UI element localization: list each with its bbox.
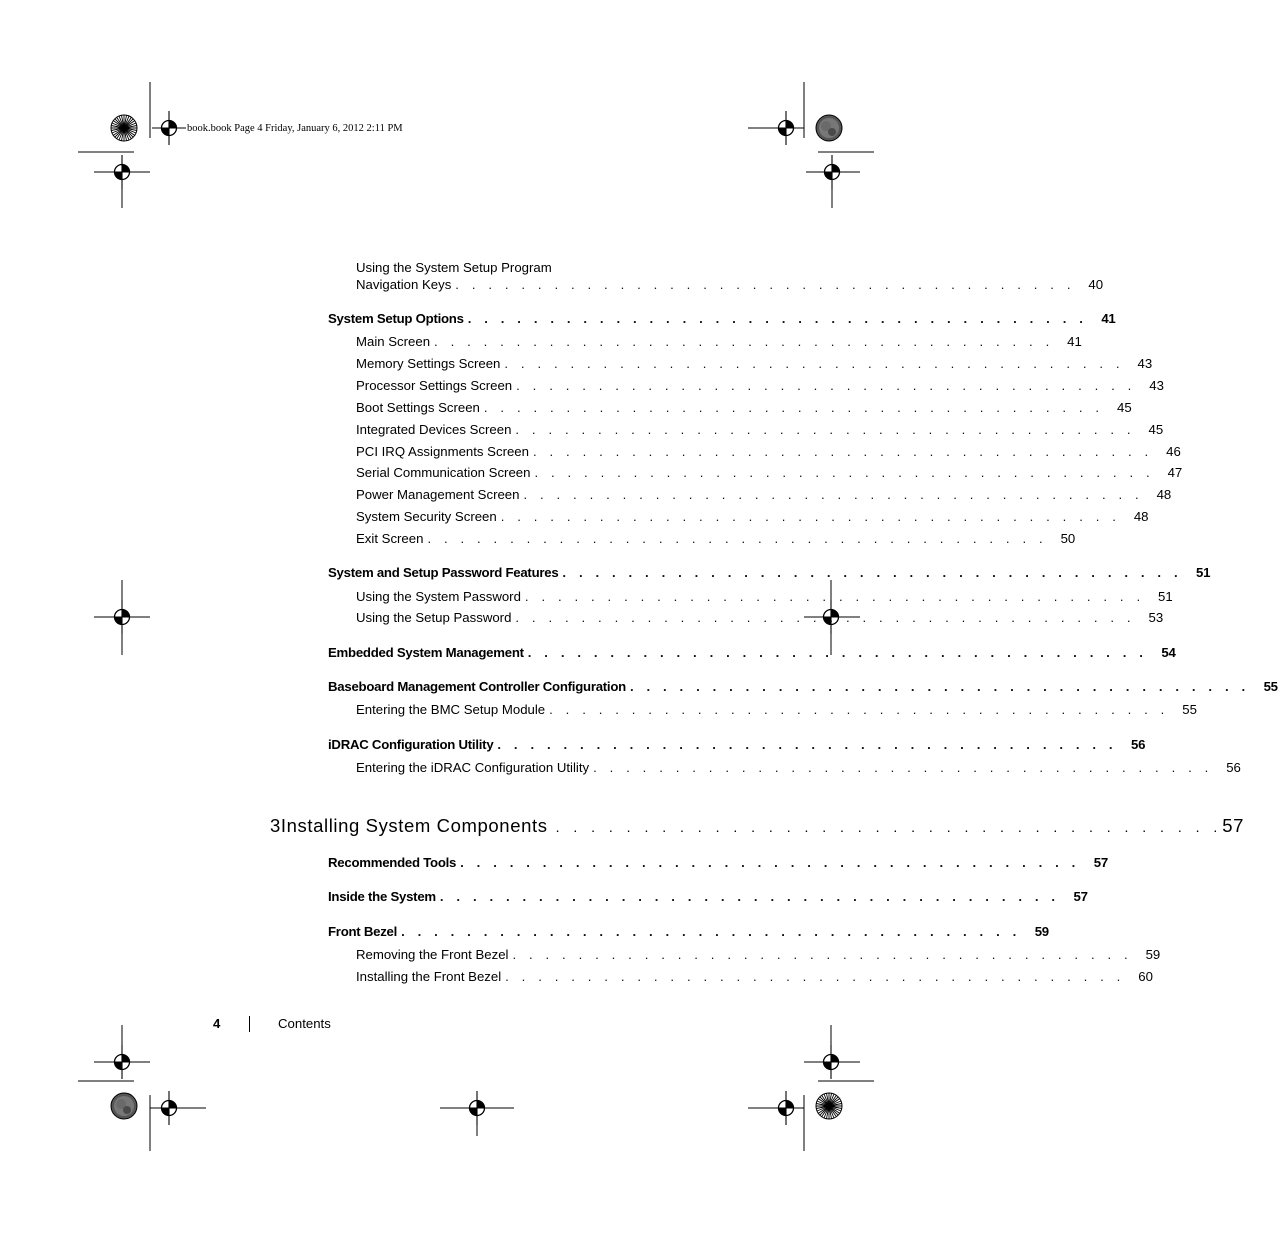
toc-entry-page: 43 (1149, 378, 1164, 393)
toc-section-title: Baseboard Management Controller Configuration (328, 679, 626, 694)
toc-section-title: Embedded System Management (328, 645, 524, 660)
dot-leader: . . . . . . . . . . . . . . . . . . . . . . . . . . . . . . . . . . . . . . (515, 610, 1136, 625)
toc-entry-page: 45 (1148, 422, 1164, 437)
dot-leader: . . . . . . . . . . . . . . . . . . . . . . . . . . . . . . . . . . . . . . (500, 509, 1121, 524)
toc-section-page: 57 (1073, 889, 1088, 904)
dot-leader: . . . . . . . . . . . . . . . . . . . . . . . . . . . . . . . . . . . . . . (401, 924, 1021, 939)
dot-leader: . . . . . . . . . . . . . . . . . . . . . . . . . . . . . . . . . . . . . . (439, 889, 1060, 904)
toc-entry[interactable] (356, 947, 1161, 963)
toc-entry[interactable] (356, 969, 1153, 985)
toc-entry-title: Serial Communication Screen (356, 465, 531, 480)
toc-entry-title: Navigation Keys (356, 277, 452, 292)
toc-entry-title: Exit Screen (356, 531, 424, 546)
toc-entry[interactable] (356, 277, 1104, 293)
toc-entry[interactable] (356, 589, 1173, 605)
toc-entry-title: Boot Settings Screen (356, 400, 480, 415)
dot-leader: . . . . . . . . . . . . . . . . . . . . . . . . . . . . . . . . . . . . . . (562, 565, 1183, 580)
toc-entry-page: 50 (1060, 531, 1076, 546)
toc-section-page: 59 (1034, 924, 1049, 939)
footer-section-label: Contents (278, 1016, 331, 1031)
toc-section[interactable] (328, 855, 1108, 871)
toc-entry[interactable] (356, 356, 1153, 372)
toc-entry[interactable] (356, 702, 1197, 718)
dot-leader: . . . . . . . . . . . . . . . . . . . . . . . . . . . . . . . . . . . . . . (523, 487, 1144, 502)
toc-entry-page: 47 (1167, 465, 1183, 480)
dot-leader: . . . . . . . . . . . . . . . . . . . . . . . . . . . . . . . . . . . . . . (427, 531, 1048, 546)
dot-leader: . . . . . . . . . . . . . . . . . . . . . . . . . . . . . . . . . . . . . . (467, 311, 1088, 326)
toc-entry-page: 53 (1148, 610, 1164, 625)
toc-entry-page: 51 (1158, 589, 1173, 604)
dot-leader: . . . . . . . . . . . . . . . . . . . . . . . . . . . . . . . . . . . . . . (455, 277, 1076, 292)
toc-entry[interactable] (356, 422, 1164, 438)
toc-entry[interactable] (356, 444, 1181, 460)
toc-entry[interactable] (356, 509, 1149, 525)
toc-section[interactable] (328, 679, 1278, 695)
toc-entry-page: 48 (1156, 487, 1172, 502)
toc-entry[interactable] (356, 487, 1172, 503)
toc-section[interactable] (328, 565, 1211, 581)
toc-entry-title: Power Management Screen (356, 487, 520, 502)
toc-section-title: Front Bezel (328, 924, 398, 939)
toc-entry-title-line1: Using the System Setup Program (356, 260, 552, 275)
toc-section-title: System and Setup Password Features (328, 565, 559, 580)
dot-leader: . . . . . . . . . . . . . . . . . . . . . . . . . . . . . . . . . . . . . . (555, 819, 1223, 835)
chapter-title: Installing System Components (280, 815, 548, 836)
toc-section-page: 57 (1093, 855, 1108, 870)
toc-entry-title: Memory Settings Screen (356, 356, 501, 371)
toc-entry-page: 56 (1226, 760, 1241, 775)
toc-section-page: 54 (1161, 645, 1176, 660)
toc-entry-title: Entering the iDRAC Configuration Utility (356, 760, 590, 775)
toc-section-page: 51 (1196, 565, 1211, 580)
dot-leader: . . . . . . . . . . . . . . . . . . . . . . . . . . . . . . . . . . . . . . (516, 378, 1136, 393)
dot-leader: . . . . . . . . . . . . . . . . . . . . . . . . . . . . . . . . . . . . . . (629, 679, 1250, 694)
toc-entry-page: 40 (1088, 277, 1104, 292)
toc-entry-page: 60 (1138, 969, 1153, 984)
toc-entry-page: 43 (1137, 356, 1153, 371)
toc-entry[interactable] (356, 334, 1082, 350)
toc-entry[interactable] (356, 400, 1132, 416)
dot-leader: . . . . . . . . . . . . . . . . . . . . . . . . . . . . . . . . . . . . . . (527, 645, 1148, 660)
dot-leader: . . . . . . . . . . . . . . . . . . . . . . . . . . . . . . . . . . . . . . (534, 465, 1155, 480)
toc-entry-title: System Security Screen (356, 509, 497, 524)
dot-leader: . . . . . . . . . . . . . . . . . . . . . . . . . . . . . . . . . . . . . . (504, 356, 1125, 371)
toc-section[interactable] (328, 889, 1088, 905)
toc-entry-page: 48 (1133, 509, 1149, 524)
toc-entry-page: 59 (1145, 947, 1161, 962)
toc-section-title: System Setup Options (328, 311, 464, 326)
toc-section-title: Recommended Tools (328, 855, 457, 870)
dot-leader: . . . . . . . . . . . . . . . . . . . . . . . . . . . . . . . . . . . . . . (505, 969, 1125, 984)
toc-entry[interactable] (356, 465, 1183, 481)
dot-leader: . . . . . . . . . . . . . . . . . . . . . . . . . . . . . . . . . . . . . . (512, 947, 1133, 962)
dot-leader: . . . . . . . . . . . . . . . . . . . . . . . . . . . . . . . . . . . . . . (460, 855, 1080, 870)
toc-entry-title: Removing the Front Bezel (356, 947, 509, 962)
toc-section[interactable] (328, 311, 1116, 327)
toc-entry-page: 55 (1182, 702, 1197, 717)
toc-section-page: 56 (1131, 737, 1146, 752)
toc-entry[interactable] (356, 531, 1076, 547)
dot-leader: . . . . . . . . . . . . . . . . . . . . . . . . . . . . . . . . . . . . . . (515, 422, 1136, 437)
toc-entry-title: Using the System Password (356, 589, 521, 604)
toc-section[interactable] (328, 924, 1049, 940)
toc-section[interactable] (328, 645, 1176, 661)
dot-leader: . . . . . . . . . . . . . . . . . . . . . . . . . . . . . . . . . . . . . . (593, 760, 1213, 775)
toc-section-page: 41 (1101, 311, 1116, 326)
toc-entry-page: 41 (1067, 334, 1082, 349)
dot-leader: . . . . . . . . . . . . . . . . . . . . . . . . . . . . . . . . . . . . . . (532, 444, 1153, 459)
toc-entry[interactable] (356, 378, 1164, 394)
toc-entry[interactable] (356, 610, 1164, 626)
footer-divider (249, 1016, 250, 1032)
toc-entry-page: 45 (1117, 400, 1132, 415)
toc-section-title: iDRAC Configuration Utility (328, 737, 494, 752)
toc-entry-title: Installing the Front Bezel (356, 969, 502, 984)
toc-entry[interactable] (356, 760, 1241, 776)
toc-entry-page: 46 (1166, 444, 1181, 459)
toc-entry-title: Entering the BMC Setup Module (356, 702, 546, 717)
toc-entry-title: Using the Setup Password (356, 610, 512, 625)
dot-leader: . . . . . . . . . . . . . . . . . . . . . . . . . . . . . . . . . . . . . . (434, 334, 1054, 349)
toc-entry-title: Integrated Devices Screen (356, 422, 512, 437)
dot-leader: . . . . . . . . . . . . . . . . . . . . . . . . . . . . . . . . . . . . . . (549, 702, 1169, 717)
page-number: 4 (213, 1016, 221, 1031)
chapter-number: 3 (270, 815, 281, 836)
chapter-page: 57 (1222, 815, 1245, 836)
toc-entry-title: Main Screen (356, 334, 431, 349)
dot-leader: . . . . . . . . . . . . . . . . . . . . . . . . . . . . . . . . . . . . . . (483, 400, 1104, 415)
toc-entry-title: PCI IRQ Assignments Screen (356, 444, 529, 459)
print-slug: book.book Page 4 Friday, January 6, 2012 2:11 PM (187, 123, 403, 134)
dot-leader: . . . . . . . . . . . . . . . . . . . . . . . . . . . . . . . . . . . . . . (524, 589, 1145, 604)
toc-section-page: 55 (1263, 679, 1278, 694)
toc-chapter[interactable] (270, 815, 1245, 837)
toc-section-title: Inside the System (328, 889, 436, 904)
toc-entry-title: Processor Settings Screen (356, 378, 513, 393)
toc-section[interactable] (328, 737, 1146, 753)
dot-leader: . . . . . . . . . . . . . . . . . . . . . . . . . . . . . . . . . . . . . . (497, 737, 1118, 752)
